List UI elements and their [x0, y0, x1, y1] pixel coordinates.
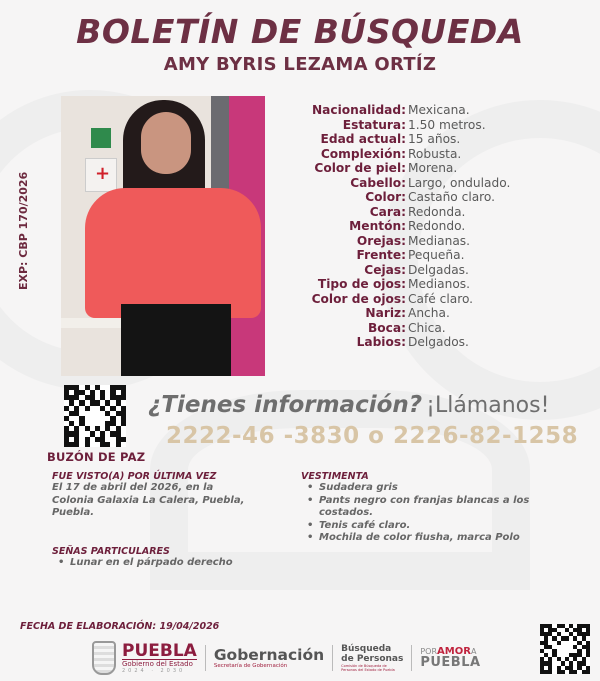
- detail-row-menton: [290, 219, 550, 234]
- detail-row-boca: [290, 321, 550, 336]
- contact-phones[interactable]: 2222-46 -3830 o 2226-82-1258: [166, 423, 579, 449]
- person-name: AMY BYRIS LEZAMA ORTÍZ: [163, 54, 437, 75]
- clothing-item: [301, 520, 561, 533]
- contact-call: ¡Llámanos!: [426, 393, 550, 418]
- detail-value: Redondo.: [408, 219, 466, 233]
- detail-value: Mexicana.: [408, 103, 470, 117]
- detail-value: 15 años.: [408, 132, 461, 146]
- detail-row-piel: [290, 161, 550, 176]
- detail-value: Castaño claro.: [408, 190, 496, 204]
- elaboration-date: FECHA DE ELABORACIÓN: 19/04/2026: [20, 621, 220, 632]
- detail-label: Cara:: [369, 204, 406, 219]
- busqueda-personas-logo: [341, 644, 403, 672]
- detail-label: Color:: [365, 190, 406, 204]
- clothing-text: Tenis café claro.: [319, 519, 411, 531]
- detail-row-color: [290, 190, 550, 205]
- detail-label: Cabello:: [350, 175, 406, 190]
- detail-row-cabello: [290, 176, 550, 191]
- detail-row-nacionalidad: [290, 103, 550, 118]
- detail-label: Mentón:: [349, 219, 406, 233]
- last-seen-line: El 17 de abril del 2026, en la: [52, 482, 214, 493]
- detail-label: Cejas:: [364, 262, 406, 277]
- detail-label: Complexión:: [320, 146, 406, 161]
- detail-row-tipo-ojos: [290, 277, 550, 292]
- buzon-de-paz-label: BUZÓN DE PAZ: [47, 450, 146, 464]
- detail-label: Tipo de ojos:: [317, 277, 406, 291]
- detail-row-frente: [290, 248, 550, 263]
- detail-value: Robusta.: [408, 146, 462, 161]
- puebla-gobierno-logo: [122, 640, 197, 674]
- clothing-text: Sudadera gris: [319, 482, 398, 493]
- page-title: BOLETÍN DE BÚSQUEDA: [76, 12, 524, 51]
- busqueda-logo-sub: Comisión de Búsqueda de Personas del Estado de Puebla: [341, 664, 395, 672]
- puebla-logo-sub: Gobierno del Estado: [122, 659, 197, 668]
- last-seen-line: Puebla.: [52, 507, 95, 518]
- last-seen-line: Colonia Galaxia La Calera, Puebla,: [52, 494, 245, 506]
- puebla-logo-text: PUEBLA: [122, 640, 197, 661]
- detail-row-labios: [290, 335, 550, 350]
- clothing-heading: VESTIMENTA: [301, 471, 369, 482]
- clothing-section: [301, 471, 561, 545]
- feature-text: Lunar en el párpado derecho: [70, 557, 233, 568]
- detail-label: Labios:: [356, 335, 406, 349]
- last-seen-section: [52, 471, 292, 520]
- person-photo: [61, 96, 265, 376]
- clothing-text: • Pants negro con franjas blancas a los: [319, 494, 530, 506]
- detail-row-color-ojos: [290, 292, 550, 307]
- clothing-item: [301, 532, 561, 545]
- detail-label: Edad actual:: [320, 132, 406, 146]
- features-heading: SEÑAS PARTICULARES: [52, 546, 170, 557]
- detail-label: Orejas:: [356, 233, 406, 248]
- detail-row-edad: [290, 132, 550, 147]
- detail-value: Medianas.: [408, 233, 471, 248]
- contact-question: ¿Tienes información?: [148, 392, 423, 418]
- detail-value: Pequeña.: [408, 248, 465, 262]
- busqueda-logo-line1: Búsqueda: [341, 644, 392, 654]
- detail-label: Estatura:: [342, 117, 406, 132]
- detail-value: Ancha.: [408, 306, 450, 320]
- detail-value: Café claro.: [408, 291, 474, 306]
- buzon-de-paz-qr-code[interactable]: [64, 385, 126, 447]
- case-number: EXP: CBP 170/2026: [17, 171, 30, 290]
- detail-label: Nariz:: [365, 306, 406, 320]
- footer-qr-code[interactable]: [540, 624, 590, 674]
- divider: [205, 645, 206, 671]
- features-section: [52, 546, 292, 570]
- detail-value: 1.50 metros.: [408, 117, 486, 132]
- last-seen-heading: FUE VISTO(A) POR ÚLTIMA VEZ: [52, 471, 217, 482]
- detail-value: Chica.: [408, 320, 446, 335]
- detail-row-cara: [290, 205, 550, 220]
- gobernacion-logo-sub: Secretaría de Gobernación: [213, 663, 288, 669]
- clothing-text: Mochila de color fiusha, marca Polo: [319, 532, 520, 543]
- detail-value: Delgados.: [408, 335, 469, 349]
- institution-logos: [92, 638, 481, 678]
- detail-value: Redonda.: [408, 204, 466, 219]
- detail-row-nariz: [290, 306, 550, 321]
- detail-label: Color de piel:: [314, 161, 406, 175]
- detail-row-orejas: [290, 234, 550, 249]
- clothing-item: [301, 482, 561, 495]
- detail-row-cejas: [290, 263, 550, 278]
- puebla-crest-icon: [92, 641, 116, 675]
- feature-item: [52, 557, 292, 570]
- clothing-item: [301, 495, 561, 520]
- detail-row-estatura: [290, 118, 550, 133]
- puebla-logo-years: 2024 · 2030: [122, 667, 186, 674]
- detail-value: Medianos.: [408, 277, 471, 291]
- detail-label: Nacionalidad:: [311, 103, 406, 117]
- detail-row-complexion: [290, 147, 550, 162]
- detail-value: Largo, ondulado.: [408, 175, 511, 190]
- detail-label: Frente:: [356, 248, 406, 262]
- gobernacion-logo-text: Gobernación: [213, 646, 325, 664]
- divider: [411, 645, 412, 671]
- divider: [332, 645, 333, 671]
- por-amor-a-puebla-logo: [420, 647, 480, 669]
- amor-logo-puebla: PUEBLA: [420, 655, 481, 670]
- busqueda-logo-line2: de Personas: [341, 654, 404, 664]
- physical-description: [290, 103, 550, 350]
- amor-logo-top: PORAMORA: [420, 646, 477, 657]
- gobernacion-logo: [214, 647, 324, 669]
- contact-prompt: [148, 392, 549, 418]
- detail-label: Boca:: [368, 320, 406, 335]
- clothing-text: costados.: [319, 507, 374, 518]
- detail-value: Morena.: [408, 161, 458, 175]
- detail-value: Delgadas.: [408, 262, 469, 277]
- detail-label: Color de ojos:: [311, 291, 406, 306]
